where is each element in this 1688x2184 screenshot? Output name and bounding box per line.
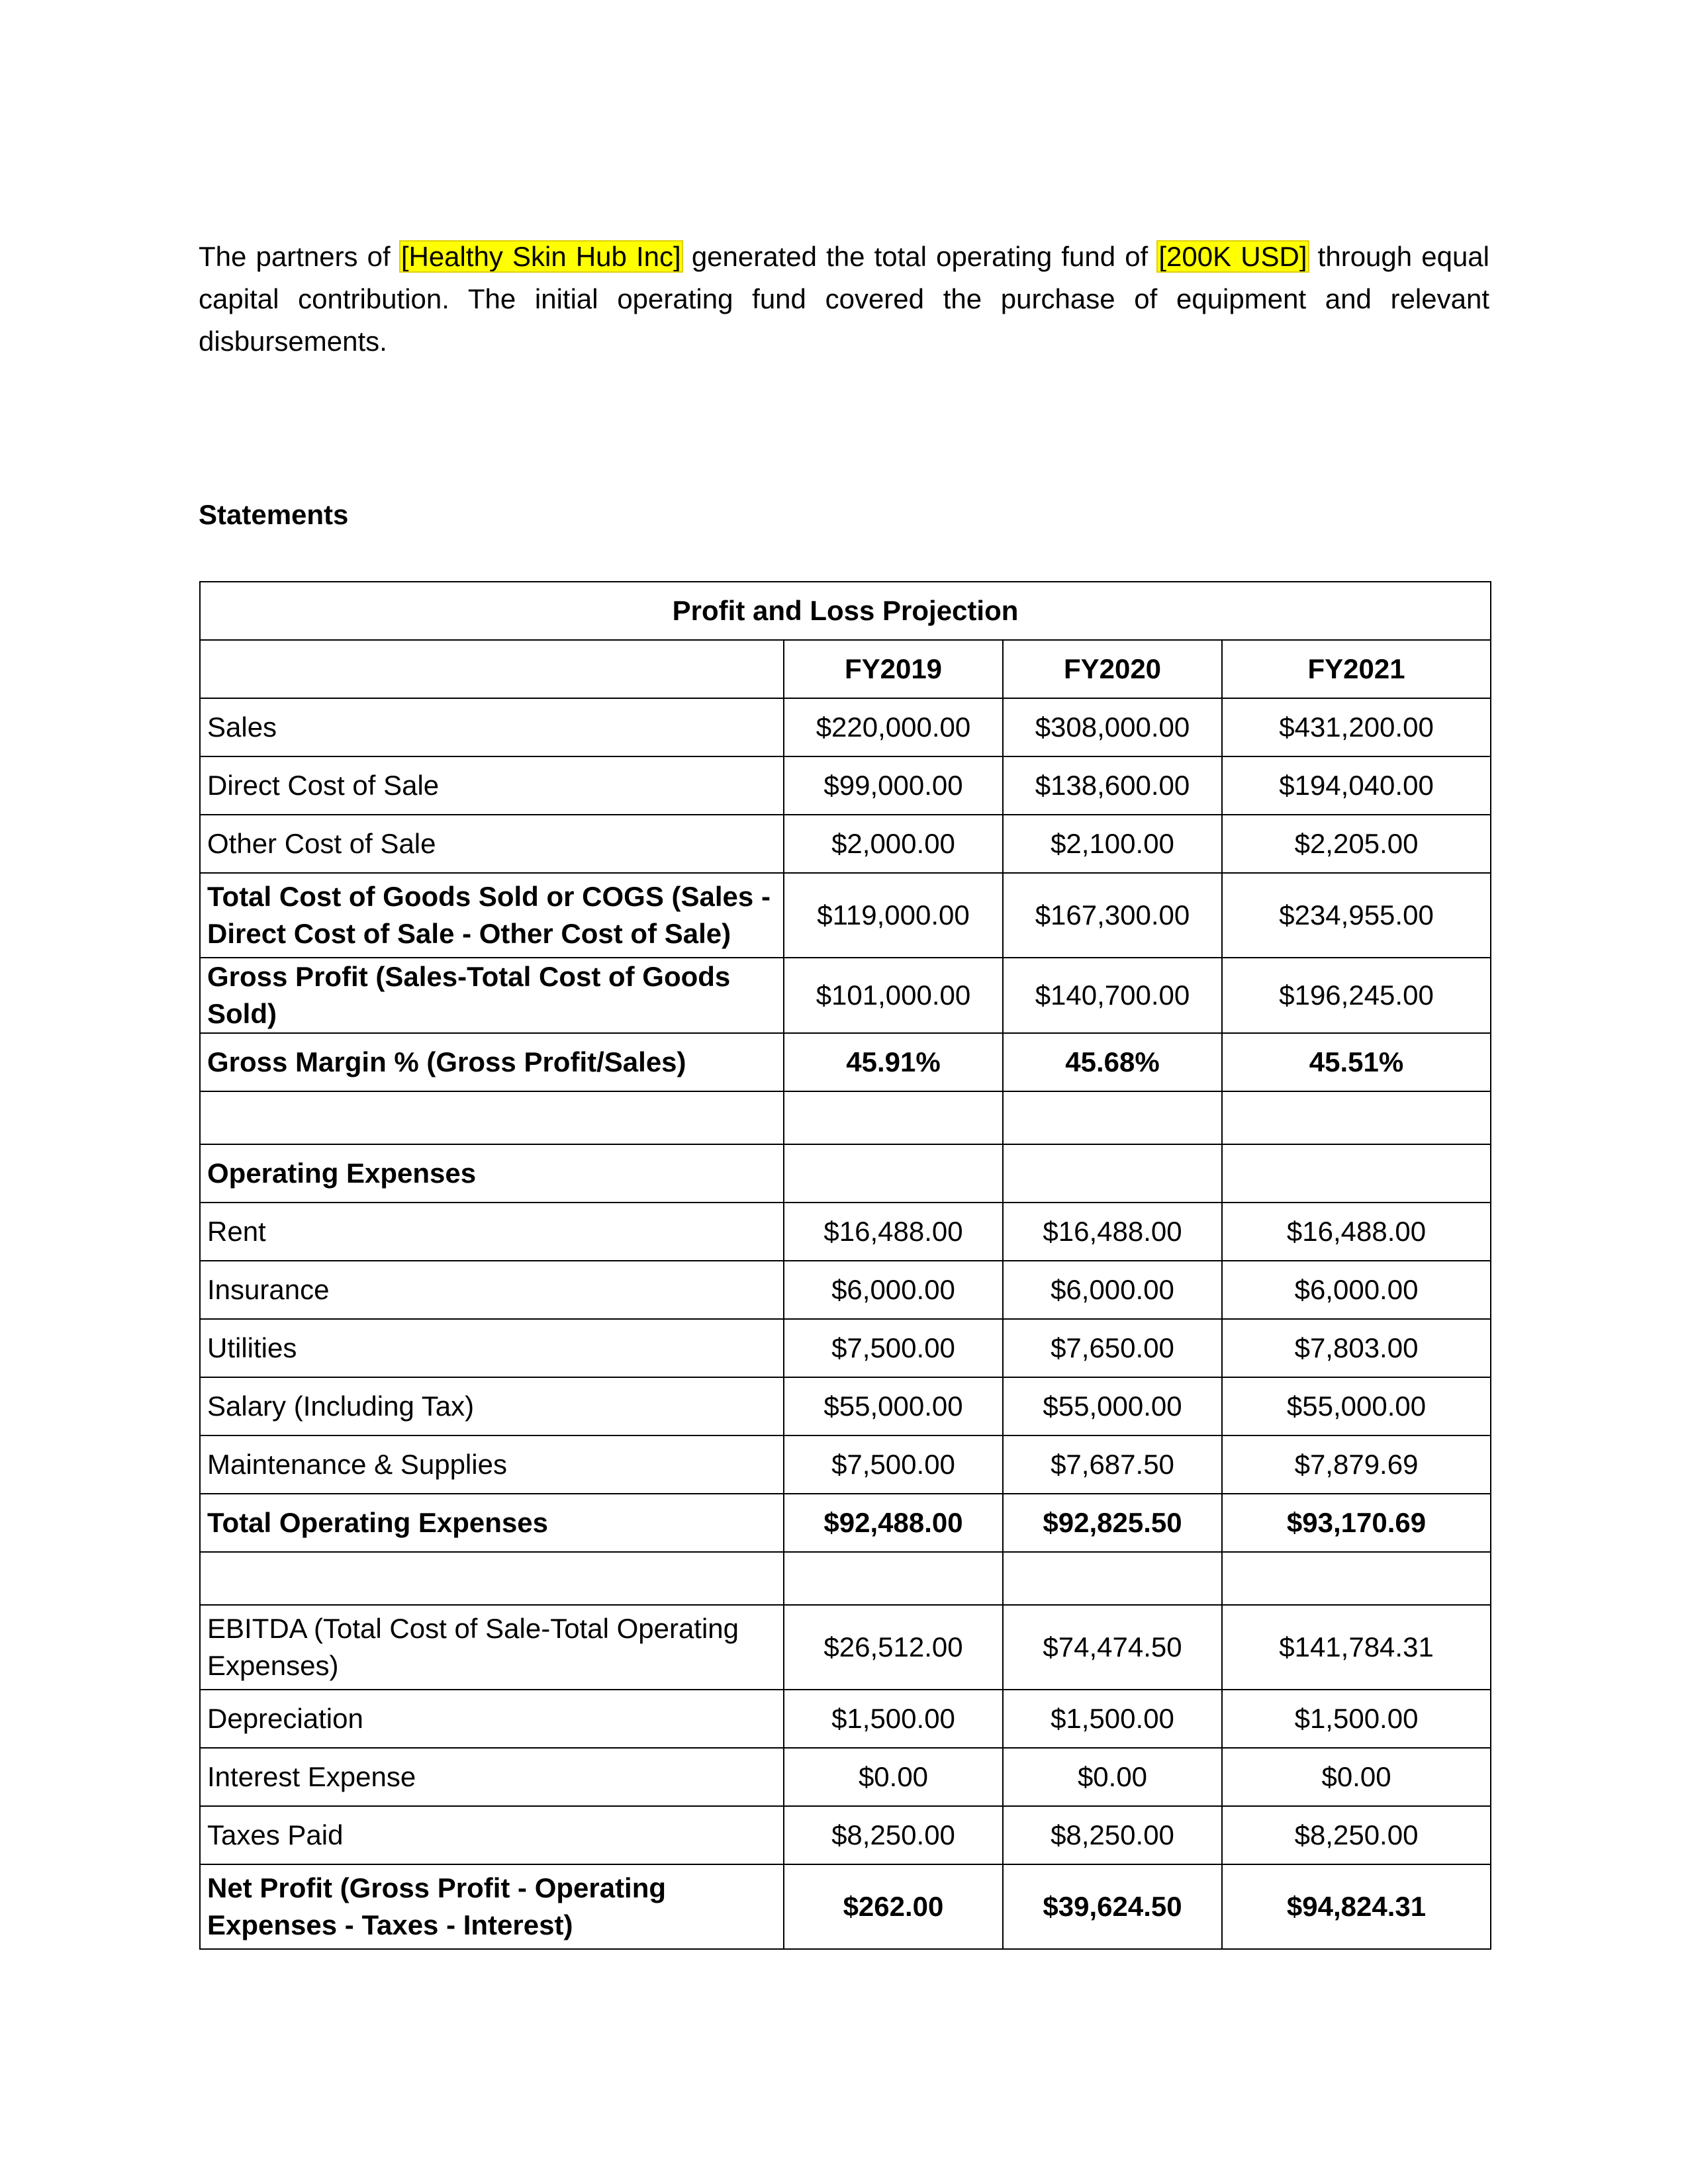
intro-text-1: The partners of: [199, 241, 400, 272]
cell-fy2019: [784, 1091, 1003, 1144]
table-row-insurance: [200, 1261, 1491, 1319]
table-row-salary: [200, 1377, 1491, 1435]
cell-fy2020: $39,624.50: [1003, 1864, 1222, 1949]
profit-loss-table: [199, 581, 1491, 1950]
row-label: [200, 1552, 784, 1605]
cell-fy2021: $7,879.69: [1222, 1435, 1491, 1494]
row-label: Sales: [200, 698, 784, 756]
intro-text-2: generated the total operating fund of: [682, 241, 1158, 272]
cell-fy2021: $141,784.31: [1222, 1605, 1491, 1690]
cell-fy2019: [784, 1552, 1003, 1605]
header-fy2020: FY2020: [1003, 640, 1222, 698]
table-header-row: [200, 640, 1491, 698]
table-row-operating-expenses-heading: [200, 1144, 1491, 1203]
cell-fy2019: $1,500.00: [784, 1690, 1003, 1748]
row-label: Interest Expense: [200, 1748, 784, 1806]
row-label: Taxes Paid: [200, 1806, 784, 1864]
table-row-interest-expense: [200, 1748, 1491, 1806]
row-label: Total Cost of Goods Sold or COGS (Sales - Direct Cost of Sale - Other Cost of Sale): [200, 873, 784, 958]
section-heading-statements: Statements: [199, 499, 349, 530]
cell-fy2019: 45.91%: [784, 1033, 1003, 1091]
cell-fy2021: $2,205.00: [1222, 815, 1491, 873]
table-row-ebitda: [200, 1605, 1491, 1690]
cell-fy2020: $308,000.00: [1003, 698, 1222, 756]
table-title-row: [200, 582, 1491, 640]
cell-fy2020: $2,100.00: [1003, 815, 1222, 873]
table-row-sales: [200, 698, 1491, 756]
cell-fy2019: $101,000.00: [784, 958, 1003, 1033]
row-label: Total Operating Expenses: [200, 1494, 784, 1552]
row-label: Utilities: [200, 1319, 784, 1377]
row-label: Rent: [200, 1203, 784, 1261]
cell-fy2019: $7,500.00: [784, 1319, 1003, 1377]
cell-fy2019: $99,000.00: [784, 756, 1003, 815]
table-row-net-profit: [200, 1864, 1491, 1949]
table-row-rent: [200, 1203, 1491, 1261]
cell-fy2020: $92,825.50: [1003, 1494, 1222, 1552]
cell-fy2020: $6,000.00: [1003, 1261, 1222, 1319]
cell-fy2020: $1,500.00: [1003, 1690, 1222, 1748]
row-label: Gross Margin % (Gross Profit/Sales): [200, 1033, 784, 1091]
cell-fy2021: [1222, 1091, 1491, 1144]
cell-fy2020: [1003, 1552, 1222, 1605]
table-row-taxes-paid: [200, 1806, 1491, 1864]
cell-fy2019: $92,488.00: [784, 1494, 1003, 1552]
cell-fy2021: $6,000.00: [1222, 1261, 1491, 1319]
cell-fy2021: [1222, 1144, 1491, 1203]
cell-fy2020: $140,700.00: [1003, 958, 1222, 1033]
table-row-maintenance: [200, 1435, 1491, 1494]
cell-fy2021: $8,250.00: [1222, 1806, 1491, 1864]
table-row-depreciation: [200, 1690, 1491, 1748]
cell-fy2020: $8,250.00: [1003, 1806, 1222, 1864]
row-label: Net Profit (Gross Profit - Operating Expenses - Taxes - Interest): [200, 1864, 784, 1949]
row-label: Direct Cost of Sale: [200, 756, 784, 815]
cell-fy2020: [1003, 1144, 1222, 1203]
cell-fy2021: $196,245.00: [1222, 958, 1491, 1033]
table-row-direct-cost: [200, 756, 1491, 815]
table-row-gross-profit: [200, 958, 1491, 1033]
cell-fy2020: $7,687.50: [1003, 1435, 1222, 1494]
cell-fy2021: $94,824.31: [1222, 1864, 1491, 1949]
cell-fy2019: $2,000.00: [784, 815, 1003, 873]
header-fy2019: FY2019: [784, 640, 1003, 698]
cell-fy2019: [784, 1144, 1003, 1203]
cell-fy2020: $16,488.00: [1003, 1203, 1222, 1261]
row-label: Operating Expenses: [200, 1144, 784, 1203]
cell-fy2020: $167,300.00: [1003, 873, 1222, 958]
table-row-spacer: [200, 1091, 1491, 1144]
cell-fy2021: $93,170.69: [1222, 1494, 1491, 1552]
row-label: Gross Profit (Sales-Total Cost of Goods Sold): [200, 958, 784, 1033]
table-row-spacer: [200, 1552, 1491, 1605]
cell-fy2020: 45.68%: [1003, 1033, 1222, 1091]
intro-paragraph: [199, 236, 1489, 363]
cell-fy2019: $220,000.00: [784, 698, 1003, 756]
table-row-gross-margin: [200, 1033, 1491, 1091]
cell-fy2021: $7,803.00: [1222, 1319, 1491, 1377]
cell-fy2021: $16,488.00: [1222, 1203, 1491, 1261]
row-label: EBITDA (Total Cost of Sale-Total Operating Expenses): [200, 1605, 784, 1690]
cell-fy2021: $431,200.00: [1222, 698, 1491, 756]
cell-fy2019: $119,000.00: [784, 873, 1003, 958]
row-label: Maintenance & Supplies: [200, 1435, 784, 1494]
cell-fy2021: [1222, 1552, 1491, 1605]
cell-fy2019: $16,488.00: [784, 1203, 1003, 1261]
cell-fy2020: $74,474.50: [1003, 1605, 1222, 1690]
cell-fy2019: $7,500.00: [784, 1435, 1003, 1494]
table-title: Profit and Loss Projection: [200, 582, 1491, 640]
cell-fy2019: $55,000.00: [784, 1377, 1003, 1435]
intro-text-3: through equal capital contribution. The initial operating fund covered the purchase of equipment and relevant disbursements.: [199, 241, 1490, 357]
row-label: [200, 1091, 784, 1144]
table-row-total-cogs: [200, 873, 1491, 958]
header-fy2021: FY2021: [1222, 640, 1491, 698]
table-row-total-operating-expenses: [200, 1494, 1491, 1552]
cell-fy2019: $26,512.00: [784, 1605, 1003, 1690]
cell-fy2021: $0.00: [1222, 1748, 1491, 1806]
cell-fy2019: $0.00: [784, 1748, 1003, 1806]
cell-fy2020: $138,600.00: [1003, 756, 1222, 815]
row-label: Depreciation: [200, 1690, 784, 1748]
cell-fy2021: $55,000.00: [1222, 1377, 1491, 1435]
cell-fy2021: 45.51%: [1222, 1033, 1491, 1091]
cell-fy2019: $8,250.00: [784, 1806, 1003, 1864]
cell-fy2021: $194,040.00: [1222, 756, 1491, 815]
cell-fy2019: $262.00: [784, 1864, 1003, 1949]
cell-fy2019: $6,000.00: [784, 1261, 1003, 1319]
cell-fy2021: $1,500.00: [1222, 1690, 1491, 1748]
row-label: Salary (Including Tax): [200, 1377, 784, 1435]
cell-fy2020: [1003, 1091, 1222, 1144]
cell-fy2021: $234,955.00: [1222, 873, 1491, 958]
row-label: Insurance: [200, 1261, 784, 1319]
table-row-other-cost: [200, 815, 1491, 873]
cell-fy2020: $7,650.00: [1003, 1319, 1222, 1377]
row-label: Other Cost of Sale: [200, 815, 784, 873]
fund-amount-highlight: [200K USD]: [1158, 241, 1307, 272]
cell-fy2020: $0.00: [1003, 1748, 1222, 1806]
table-row-utilities: [200, 1319, 1491, 1377]
company-name-highlight: [Healthy Skin Hub Inc]: [400, 241, 681, 272]
cell-fy2020: $55,000.00: [1003, 1377, 1222, 1435]
header-label-cell: [200, 640, 784, 698]
